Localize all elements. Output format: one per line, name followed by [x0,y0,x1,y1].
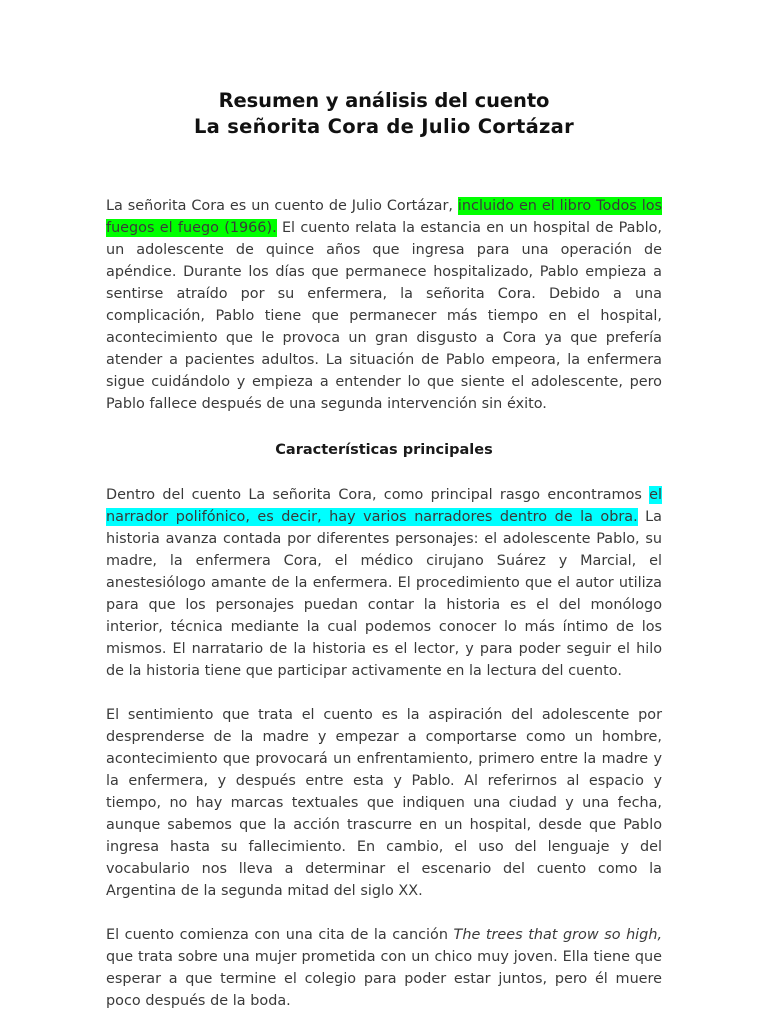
page-title-line-2: La señorita Cora de Julio Cortázar [193,115,575,138]
paragraph-summary [106,140,662,415]
cyan-highlight-narrador-polifonico: el narrador polifónico, es decir, hay varios narradores dentro de la obra. [106,487,662,525]
paragraph-caracteristicas-text-after-highlight: La historia avanza contada por diferentes personajes: el adolescente Pablo, su madre, la enfermera Cora, el médico cirujano Suárez y Marcial, el anestesiólogo amante de la enfermera. El procedimiento que el autor utiliza para que los personajes puedan contar la historia es el del monólogo interior, técnica mediante la cual podemos conocer lo más íntimo de los mismos. El narratario de la historia es el lector, y para poder seguir el hilo de la historia tiene que participar activamente en la lectura del cuento. [106,509,662,679]
paragraph-cita-text-before-italic: El cuento comienza con una cita de la canción [106,927,454,943]
green-highlight-book-reference: incluido en el libro Todos los fuegos el fuego (1966). [106,198,662,236]
paragraph-sentimiento-text: El sentimiento que trata el cuento es la aspiración del adolescente por desprenderse de la madre y empezar a comportarse como un hombre, acontecimiento que provocará un enfrentamiento, primero entre la madre y la enfermera, y después entre esta y Pablo. Al referirnos al espacio y tiempo, no hay marcas textuales que indiquen una ciudad y una fecha, aunque sabemos que la acción trascurre en un hospital, desde que Pablo ingresa hasta su fallecimiento. En cambio, el uso del lenguaje y del vocabulario nos lleva a determinar el escenario del cuento como la Argentina de la segunda mitad del siglo XX. [106,707,662,899]
paragraph-caracteristicas [106,484,662,682]
page-title-line-1: Resumen y análisis del cuento [218,89,550,112]
page-title [106,0,662,140]
document-content-column [106,0,662,1012]
section-heading-caracteristicas-principales: Características principales [275,442,493,458]
paragraph-caracteristicas-text-before-highlight: Dentro del cuento La señorita Cora, como principal rasgo encontramos [106,487,650,503]
paragraph-summary-text-before-highlight: La señorita Cora es un cuento de Julio Cortázar, [106,198,458,214]
paragraph-cita-cancion [106,902,662,1012]
paragraph-sentimiento [106,682,662,902]
song-title-italic: The trees that grow so high, [453,927,663,943]
paragraph-cita-text-after-italic: que trata sobre una mujer prometida con un chico muy joven. Ella tiene que esperar a que termine el colegio para poder estar juntos, pero él muere poco después de la boda. [106,949,662,1009]
paragraph-summary-text-after-highlight: El cuento relata la estancia en un hospital de Pablo, un adolescente de quince años que ingresa para una operación de apéndice. Durante los días que permanece hospitalizado, Pablo empieza a sentirse atraído por su enfermera, la señorita Cora. Debido a una complicación, Pablo tiene que permanecer más tiempo en el hospital, acontecimiento que le provoca un gran disgusto a Cora ya que prefería atender a pacientes adultos. La situación de Pablo empeora, la enfermera sigue cuidándolo y empieza a entender lo que siente el adolescente, pero Pablo fallece después de una segunda intervención sin éxito. [106,220,662,412]
